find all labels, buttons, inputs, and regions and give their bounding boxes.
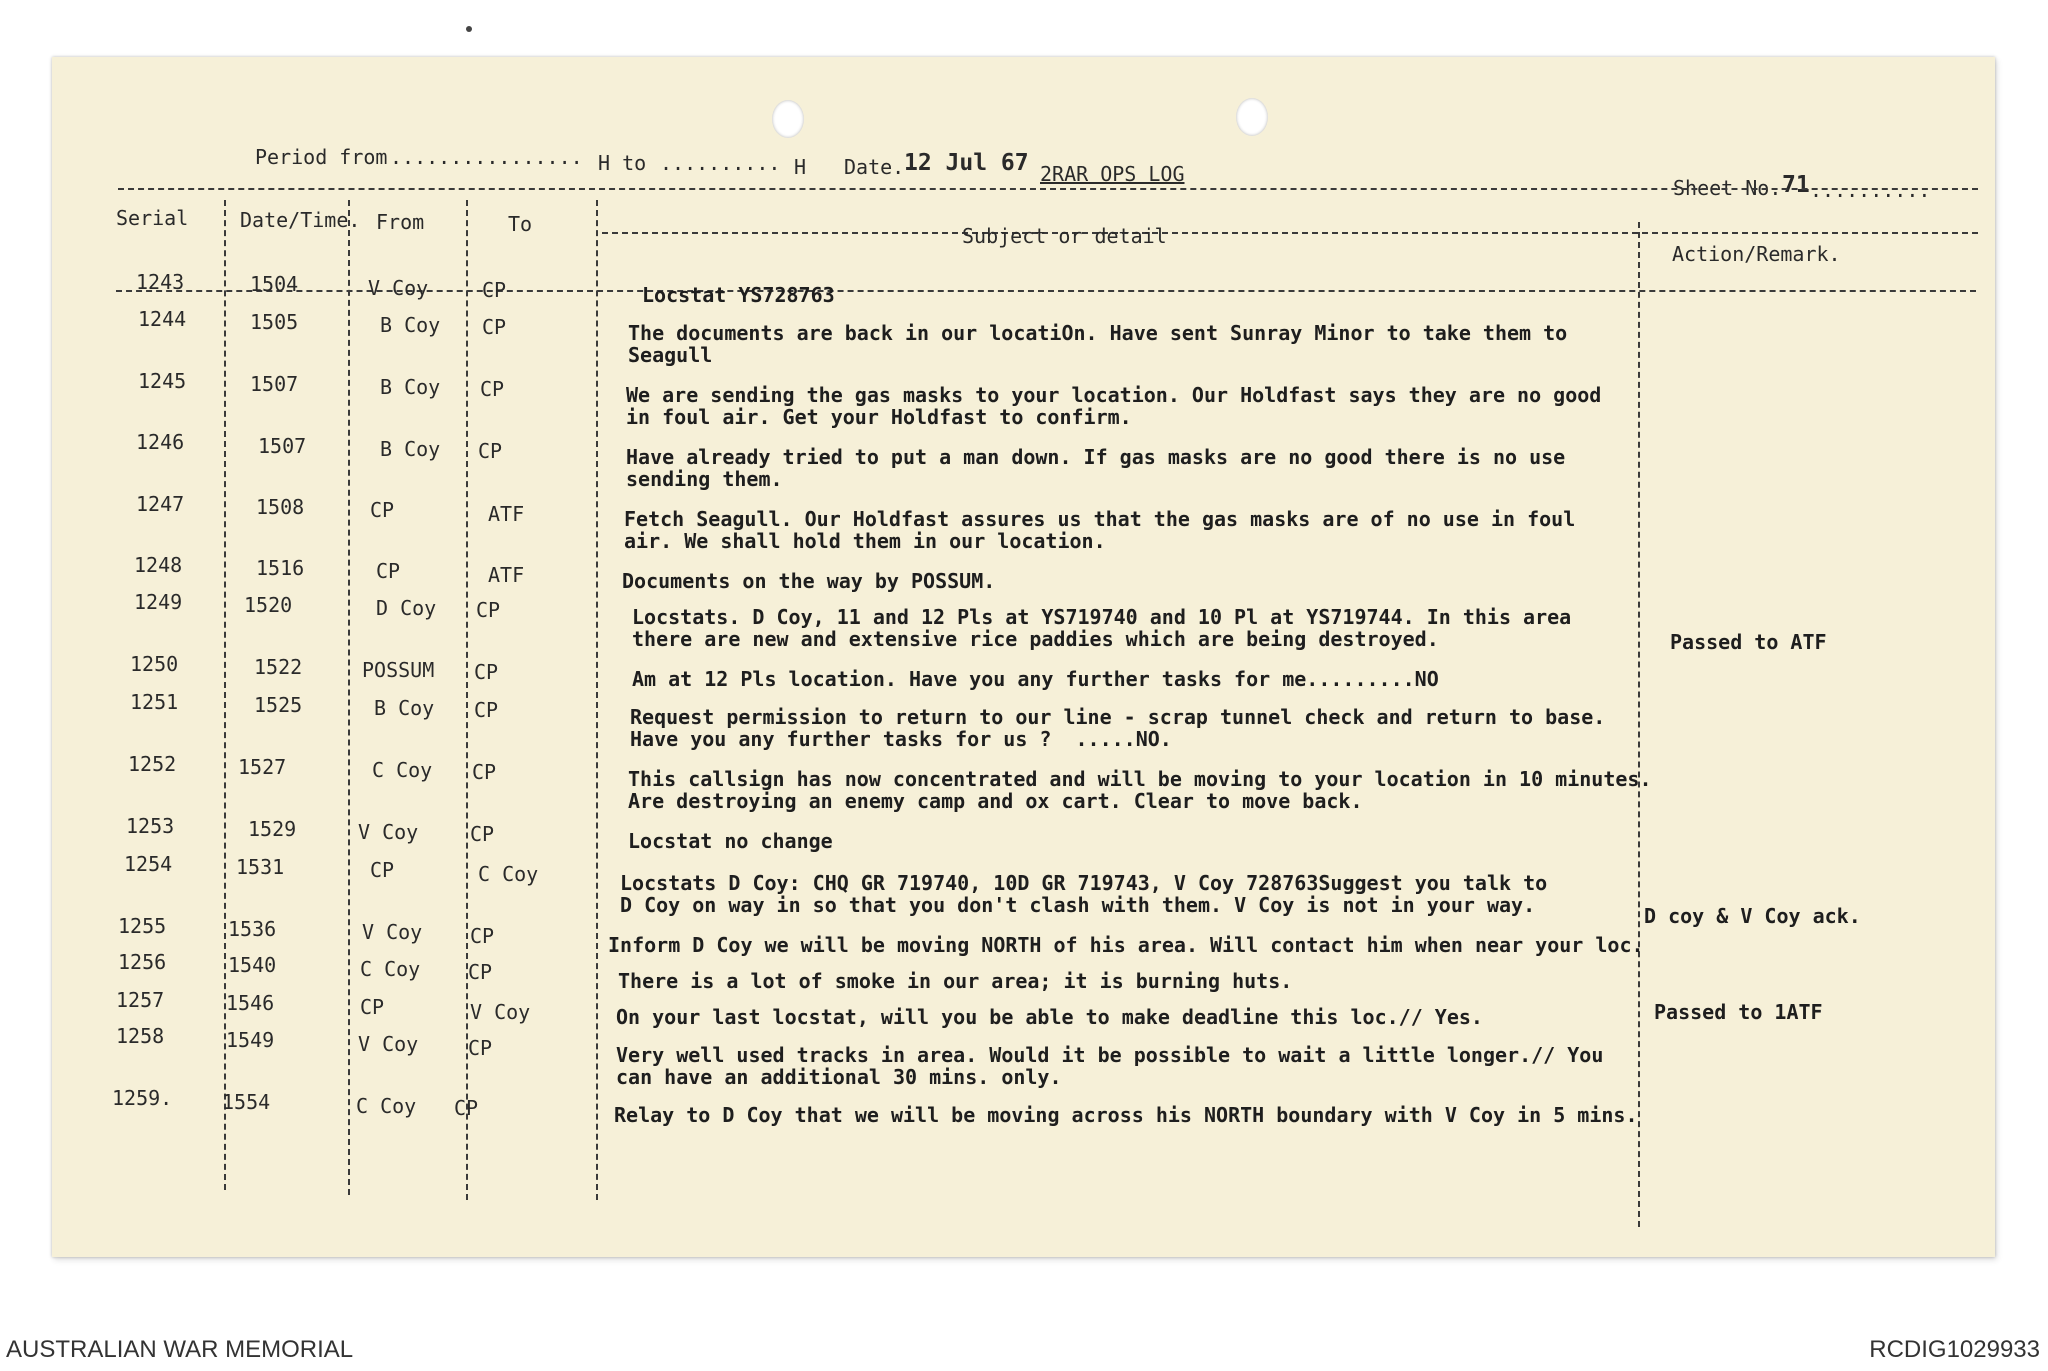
entry-from: B Coy: [374, 696, 435, 720]
entry-to: CP: [454, 1096, 479, 1120]
entry-detail: Am at 12 Pls location. Have you any further tasks for me.........NO: [632, 667, 1439, 691]
h-to-label: H to: [598, 151, 647, 175]
entry-to: ATF: [488, 563, 525, 587]
entry-to: C Coy: [478, 862, 539, 886]
entry-to: CP: [476, 598, 501, 622]
entry-detail: Relay to D Coy that we will be moving across his NORTH boundary with V Coy in 5 mins.: [614, 1103, 1638, 1127]
entry-detail: We are sending the gas masks to your location. Our Holdfast says they are no good in foul air. Get your Holdfast to confirm.: [626, 383, 1602, 429]
entry-from: C Coy: [356, 1094, 417, 1118]
ink-speck: [466, 26, 472, 32]
entry-time: 1549: [226, 1028, 275, 1052]
entry-detail: There is a lot of smoke in our area; it is burning huts.: [618, 969, 1293, 993]
entry-to: CP: [482, 315, 507, 339]
entry-to: CP: [468, 1036, 493, 1060]
punch-hole-left: [772, 100, 804, 138]
entry-serial: 1249: [134, 590, 183, 614]
entry-remark: Passed to 1ATF: [1654, 1000, 1823, 1024]
entry-time: 1554: [222, 1090, 271, 1114]
entry-from: D Coy: [376, 596, 437, 620]
entry-detail: Documents on the way by POSSUM.: [622, 569, 996, 593]
col-divider-2: [348, 200, 350, 1195]
entry-detail: On your last locstat, will you be able to make deadline this loc.// Yes.: [616, 1005, 1483, 1029]
entry-time: 1507: [250, 372, 299, 396]
entry-from: CP: [376, 559, 401, 583]
entry-detail: Locstats. D Coy, 11 and 12 Pls at YS719740 and 10 Pl at YS719744. In this area there are new and extensive rice paddies which are being destroyed.: [632, 605, 1572, 651]
entry-to: CP: [482, 278, 507, 302]
entry-detail: This callsign has now concentrated and will be moving to your location in 10 minutes. Are destroying an enemy camp and ox cart. Clear to move back.: [628, 767, 1652, 813]
entry-from: V Coy: [362, 920, 423, 944]
period-from-fill: ................: [390, 145, 583, 169]
col-header-serial: Serial: [116, 206, 189, 230]
entry-time: 1525: [254, 693, 303, 717]
entry-to: ATF: [488, 502, 525, 526]
entry-remark: D coy & V Coy ack.: [1644, 904, 1861, 928]
date-label: Date.: [844, 155, 905, 179]
col-divider-5: [1638, 222, 1640, 1227]
col-header-datetime: Date/Time.: [240, 208, 361, 232]
entry-serial: 1244: [138, 307, 187, 331]
entry-from: CP: [370, 858, 395, 882]
entry-time: 1508: [256, 495, 305, 519]
entry-time: 1529: [248, 817, 297, 841]
entry-from: C Coy: [360, 957, 421, 981]
entry-detail: Locstats D Coy: CHQ GR 719740, 10D GR 719743, V Coy 728763Suggest you talk to D Coy on way in so that you don't clash with them. V Coy is not in your way.: [620, 871, 1548, 917]
entry-serial: 1255: [118, 914, 167, 938]
col-header-to: To: [508, 212, 533, 236]
entry-remark: Passed to ATF: [1670, 630, 1827, 654]
header-rule-top: [118, 188, 1978, 190]
entry-to: CP: [474, 698, 499, 722]
entry-detail: The documents are back in our locatiOn. Have sent Sunray Minor to take them to Seagull: [628, 321, 1568, 367]
entry-from: V Coy: [358, 820, 419, 844]
entry-serial: 1257: [116, 988, 165, 1012]
entry-detail: Inform D Coy we will be moving NORTH of his area. Will contact him when near your loc.: [608, 933, 1644, 957]
col-divider-4: [596, 200, 598, 1200]
entry-serial: 1243: [136, 270, 185, 294]
entry-from: B Coy: [380, 313, 441, 337]
entry-serial: 1259.: [112, 1086, 173, 1110]
entry-time: 1520: [244, 593, 293, 617]
sheet-label: Sheet No.: [1673, 176, 1782, 200]
period-to-fill: ..........: [660, 151, 781, 175]
entry-detail: Fetch Seagull. Our Holdfast assures us that the gas masks are of no use in foul air. We shall hold them in our location.: [624, 507, 1576, 553]
entry-time: 1546: [226, 991, 275, 1015]
entry-time: 1536: [228, 917, 277, 941]
entry-time: 1522: [254, 655, 303, 679]
entry-from: CP: [360, 995, 385, 1019]
entry-to: CP: [468, 960, 493, 984]
entry-serial: 1250: [130, 652, 179, 676]
entry-serial: 1245: [138, 369, 187, 393]
entry-time: 1505: [250, 310, 299, 334]
entry-serial: 1251: [130, 690, 179, 714]
entry-serial: 1258: [116, 1024, 165, 1048]
entry-time: 1504: [250, 272, 299, 296]
sheet-value: 71: [1782, 172, 1810, 198]
h-label: H: [794, 155, 807, 179]
col-header-from: From: [376, 210, 425, 234]
entry-serial: 1253: [126, 814, 175, 838]
entry-detail: Have already tried to put a man down. If gas masks are no good there is no use sending them.: [626, 445, 1566, 491]
col-header-action: Action/Remark.: [1672, 242, 1841, 266]
sheet-fill: ..........: [1810, 178, 1931, 202]
footer-right: RCDIG1029933: [1869, 1336, 2040, 1363]
entry-serial: 1247: [136, 492, 185, 516]
entry-from: C Coy: [372, 758, 433, 782]
entry-time: 1540: [228, 953, 277, 977]
entry-to: V Coy: [470, 1000, 531, 1024]
entry-time: 1507: [258, 434, 307, 458]
col-header-subject: Subject or detail: [962, 224, 1167, 248]
entry-from: V Coy: [358, 1032, 419, 1056]
entry-time: 1527: [238, 755, 287, 779]
header-rule-mid: [602, 232, 1978, 234]
entry-to: CP: [478, 439, 503, 463]
punch-hole-right: [1236, 98, 1268, 136]
period-label: Period from: [255, 145, 388, 169]
entry-to: CP: [472, 760, 497, 784]
entry-serial: 1248: [134, 553, 183, 577]
entry-to: CP: [474, 660, 499, 684]
entry-detail: Locstat YS728763: [642, 283, 835, 307]
entry-time: 1516: [256, 556, 305, 580]
entry-to: CP: [470, 924, 495, 948]
entry-from: B Coy: [380, 437, 441, 461]
entry-detail: Request permission to return to our line - scrap tunnel check and return to base. Have you any further tasks for us ? .....NO.: [630, 705, 1606, 751]
footer-left: AUSTRALIAN WAR MEMORIAL: [6, 1336, 354, 1363]
entry-from: B Coy: [380, 375, 441, 399]
entry-detail: Very well used tracks in area. Would it be possible to wait a little longer.// You can have an additional 30 mins. only.: [616, 1043, 1604, 1089]
entry-time: 1531: [236, 855, 285, 879]
date-value: 12 Jul 67: [904, 150, 1029, 176]
log-title: 2RAR OPS LOG: [1040, 162, 1185, 186]
entry-serial: 1252: [128, 752, 177, 776]
entry-to: CP: [470, 822, 495, 846]
entry-detail: Locstat no change: [628, 829, 833, 853]
entry-from: V Coy: [368, 276, 429, 300]
entry-serial: 1256: [118, 950, 167, 974]
entry-to: CP: [480, 377, 505, 401]
entry-serial: 1246: [136, 430, 185, 454]
entry-from: CP: [370, 498, 395, 522]
entry-serial: 1254: [124, 852, 173, 876]
entry-from: POSSUM: [362, 658, 435, 682]
